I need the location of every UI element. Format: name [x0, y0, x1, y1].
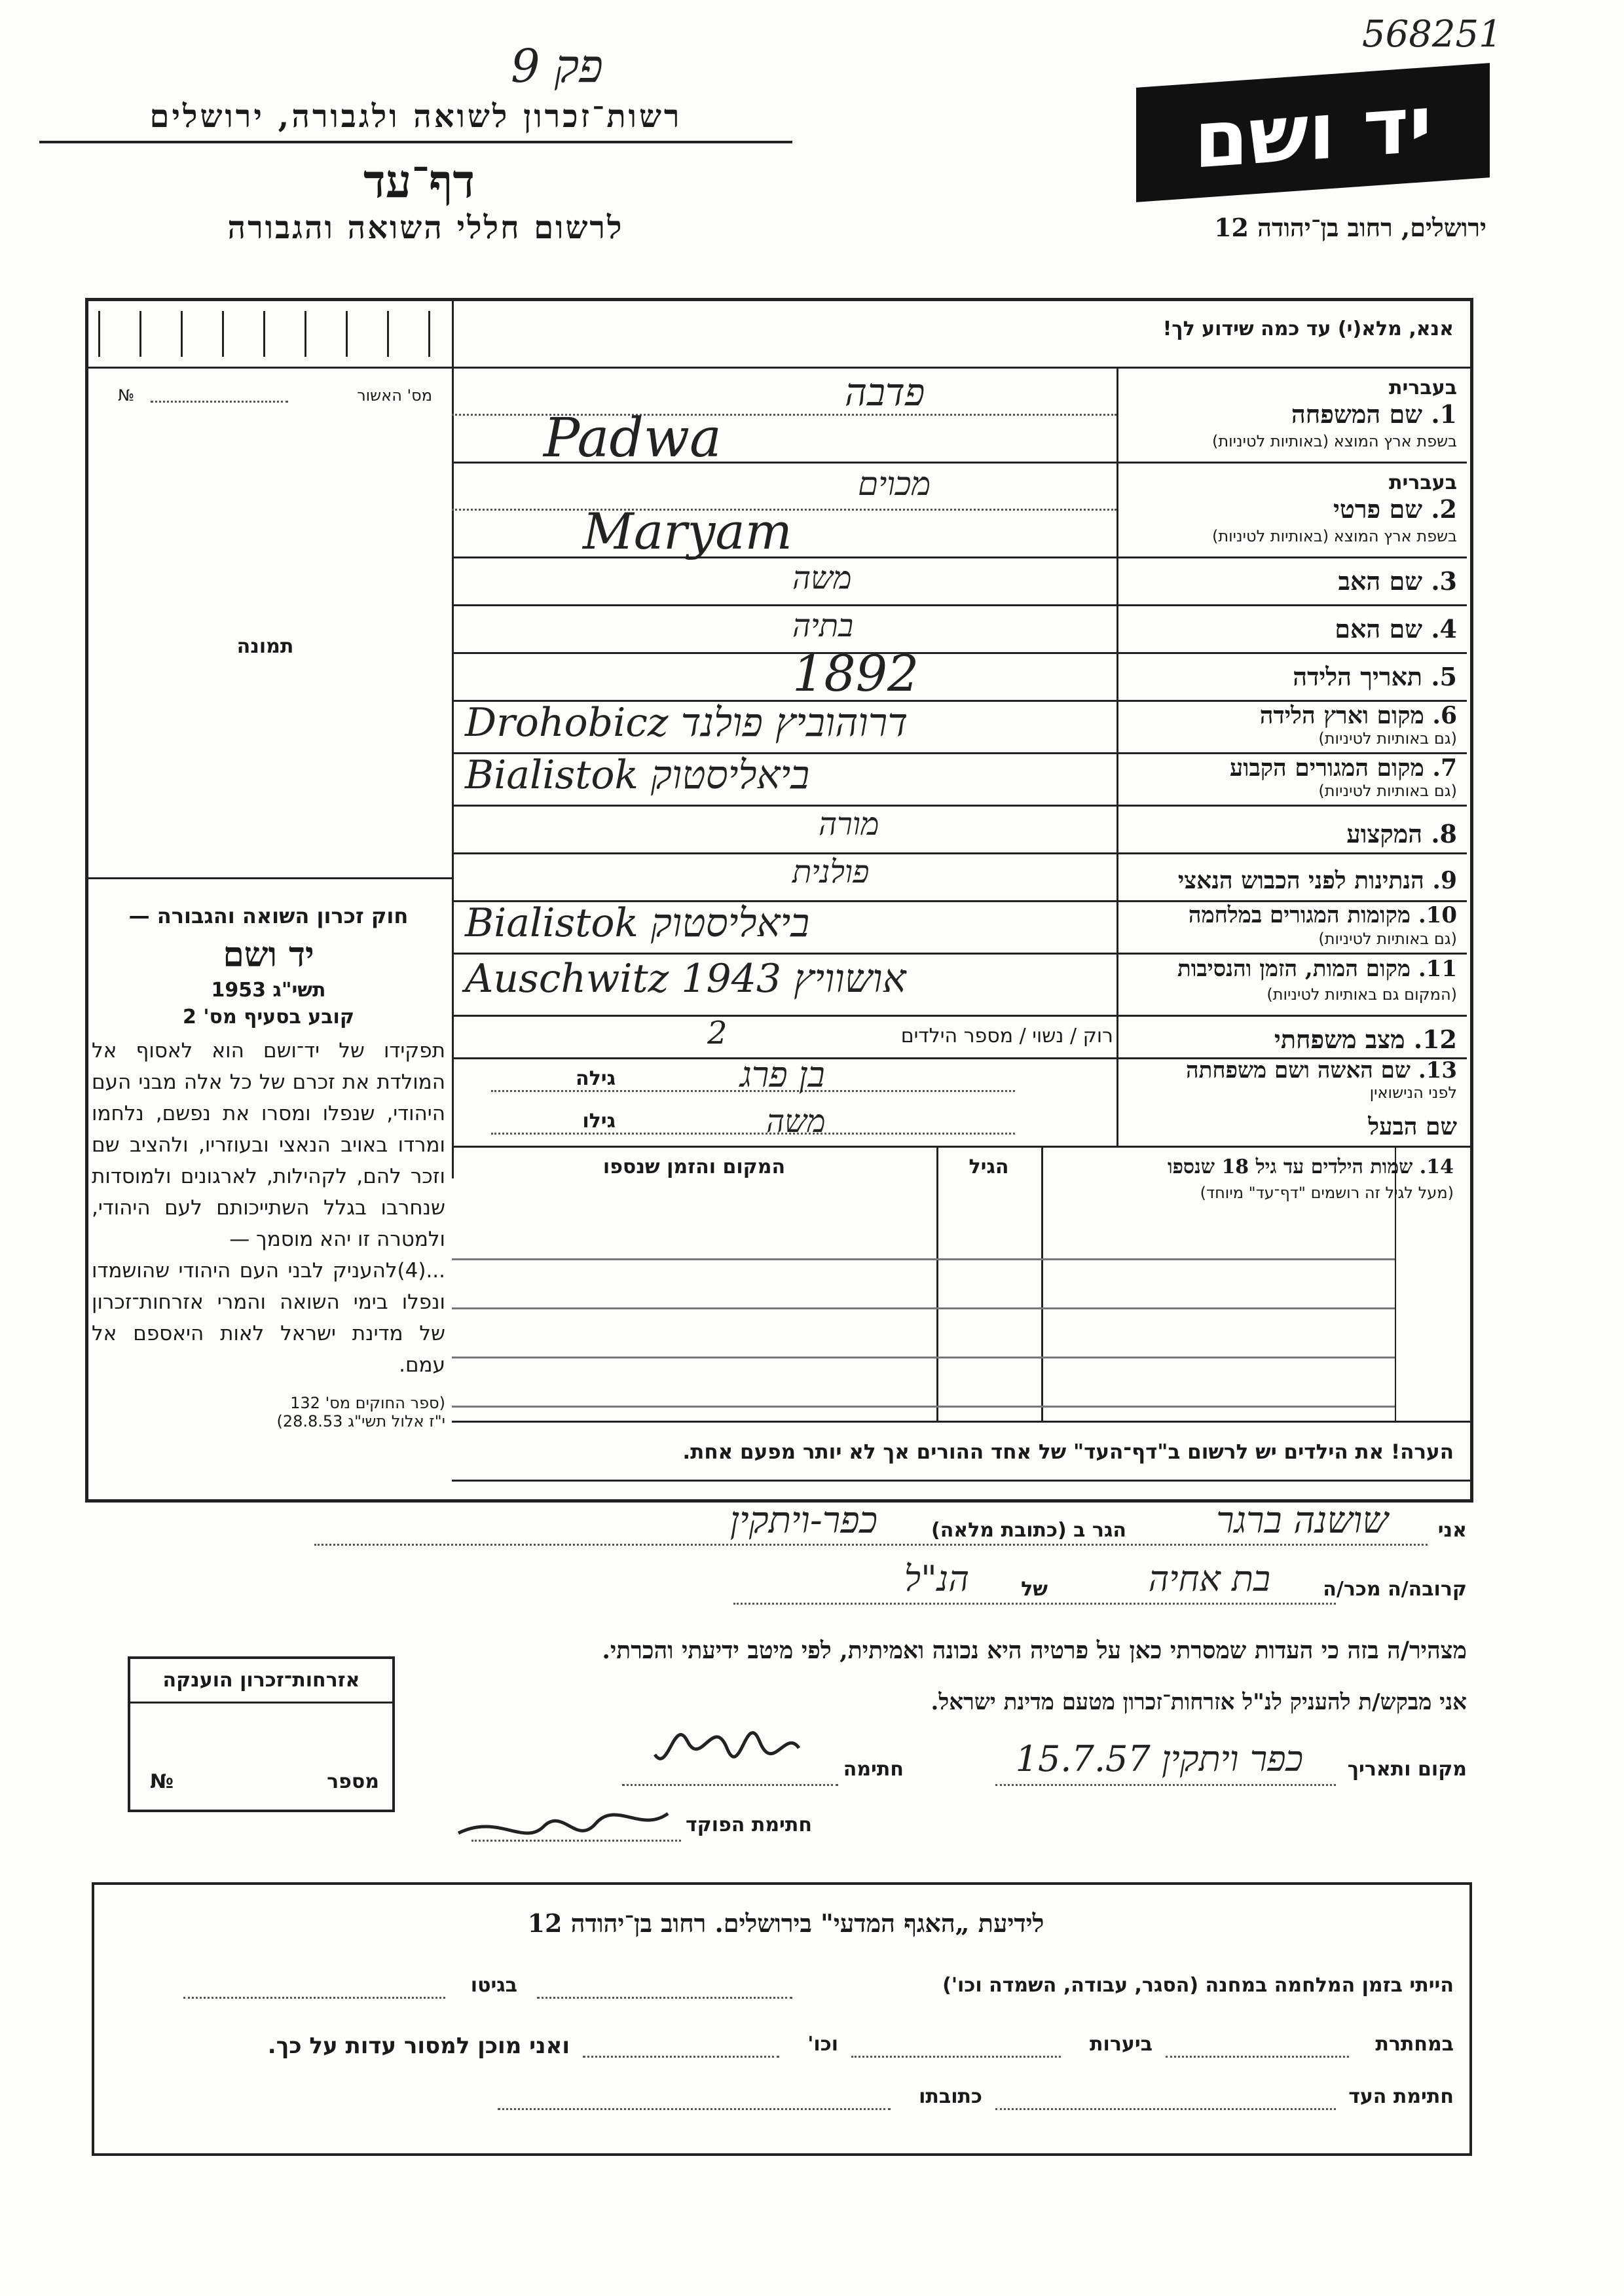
approval-line	[151, 401, 288, 403]
declaration-statement: מצהיר/ה בזה כי העדות שמסרתי כאן על פרטיה היא נכונה ואמיתית, לפי מיטב ידיעתי והכרתי.	[602, 1637, 1467, 1664]
field-row-war-residence	[452, 900, 1467, 955]
org-line: רשות־זכרון לשואה ולגבורה, ירושלים	[149, 98, 682, 135]
bottom-etc: וכו'	[807, 2033, 838, 2056]
field-row-husband	[452, 1103, 1467, 1146]
bottom-line-2	[105, 2026, 1454, 2066]
form-title: דף־עד	[363, 154, 475, 208]
law-name: יד ושם	[223, 935, 314, 975]
citizenship-box	[128, 1656, 395, 1812]
first-name-latin: Maryam	[583, 502, 792, 560]
field-sub-war-residence: (גם באותיות לטיניות)	[1318, 930, 1457, 948]
field-label-father: שם האב	[1338, 566, 1423, 596]
declaration-line-1	[314, 1499, 1467, 1552]
mother-value: בתיה	[792, 608, 854, 644]
field-row-nationality	[452, 852, 1467, 902]
field-num-1: 1.	[1431, 399, 1457, 429]
place-date-label: מקום ותאריך	[1347, 1758, 1467, 1781]
sub-hebrew-label-2: בעברית	[1389, 471, 1457, 494]
family-name-latin: Padwa	[544, 407, 722, 469]
field-num-11: 11.	[1418, 956, 1457, 982]
field-num-3: 3.	[1431, 566, 1457, 596]
officer-sig-label: חתימת הפוקד	[686, 1813, 812, 1836]
relative-label: קרובה/ה מכר/ה	[1323, 1578, 1467, 1601]
field-num-13: 13.	[1418, 1057, 1457, 1084]
resides-label: הגר ב (כתובת מלאה)	[931, 1519, 1126, 1542]
field-row-family-name	[452, 367, 1467, 469]
birth-place-value: Drohobicz דרוהוביץ פולנד	[465, 700, 908, 746]
i-label: אני	[1437, 1519, 1467, 1542]
birth-date-value: 1892	[792, 644, 919, 702]
relation-value: בת אחיה	[1148, 1558, 1270, 1599]
note-text: הערה! את הילדים יש לרשום ב"דף־העד" של אחד ההורים אך לא יותר מפעם אחת.	[682, 1440, 1454, 1464]
field-num-4: 4.	[1431, 614, 1457, 644]
approval-cells	[98, 311, 441, 357]
children-num: 14.	[1419, 1156, 1454, 1178]
family-name-hebrew: פדבה	[845, 370, 925, 414]
field-label-mother: שם האם	[1335, 614, 1423, 644]
witness-signature	[642, 1722, 812, 1787]
bottom-underground: במחתרת	[1375, 2033, 1454, 2056]
field-row-first-name	[452, 462, 1467, 558]
field-row-mother	[452, 604, 1467, 654]
bottom-address: כתובתו	[919, 2085, 982, 2108]
field-row-father	[452, 556, 1467, 606]
field-row-profession	[452, 805, 1467, 854]
bottom-forests: ביערות	[1090, 2033, 1153, 2056]
col-names: שמות הילדים עד גיל 18 שנספו	[1167, 1156, 1413, 1178]
law-ref: (ספר החוקים מס' 132	[290, 1394, 445, 1412]
profession-value: מורה	[819, 806, 879, 843]
field-num-2: 2.	[1431, 494, 1457, 524]
field-row-residence	[452, 752, 1467, 807]
field-label-profession: המקצוע	[1346, 819, 1423, 848]
citizenship-title: אזרחות־זכרון הוענקה	[130, 1669, 392, 1704]
approval-label: מס' האשור	[357, 386, 432, 405]
marital-options: רוק / נשוי / מספר הילדים	[900, 1025, 1113, 1048]
field-label-birth-place: מקום וארץ הלידה	[1259, 702, 1424, 729]
citizenship-no: №	[150, 1770, 174, 1793]
field-sub-wife: לפני הנישואין	[1369, 1084, 1457, 1102]
officer-line	[471, 1794, 812, 1853]
instruction-text: אנא, מלא(י) עד כמה שידוע לך!	[1162, 318, 1454, 340]
declaration-line-3	[471, 1722, 1467, 1794]
field-label-birth-date: תאריך הלידה	[1293, 662, 1423, 691]
signature-label: חתימה	[843, 1758, 904, 1781]
law-body-2: ...(4)להעניק לבני העם היהודי שהושמדו ונפלו בימי השואה והמרי אזרחות־זכרון של מדינת ישראל לאות היאספם אל עמם.	[92, 1259, 445, 1377]
witness-name: שושנה ברגר	[1216, 1499, 1388, 1542]
wife-value: בן פרג	[740, 1054, 825, 1095]
bottom-camp-text: הייתי בזמן המלחמה במחנה (הסגר, עבודה, השמדה וכו')	[942, 1974, 1454, 1997]
field-rows	[452, 367, 1467, 1146]
law-year: 1953	[211, 979, 266, 1002]
war-residence-value: Bialistok ביאליסטוק	[465, 900, 810, 946]
field-num-8: 8.	[1431, 819, 1457, 848]
field-sub-family-name: בשפת ארץ המוצא (באותיות לטיניות)	[1212, 432, 1457, 450]
of-name: הנ"ל	[904, 1558, 969, 1599]
husband-age-label: גילו	[582, 1110, 616, 1133]
bottom-line-3	[105, 2079, 1454, 2118]
ref-handwritten: פק 9	[511, 39, 603, 93]
field-label-family-name: שם המשפחה	[1291, 399, 1423, 429]
father-value: משה	[792, 560, 852, 596]
field-row-wife	[452, 1054, 1467, 1103]
children-table-bottom	[452, 1421, 1470, 1423]
first-name-hebrew: מכוים	[858, 465, 931, 503]
note-bottom-line	[452, 1480, 1470, 1482]
field-sub-residence: (גם באותיות לטיניות)	[1318, 782, 1457, 800]
declaration-request: אני מבקש/ת להעניק לנ"ל אזרחות־זכרון מטעם מדינת ישראל.	[931, 1689, 1467, 1715]
field-label-husband: שם הבעל	[1368, 1113, 1457, 1140]
of-label: של	[1021, 1578, 1048, 1601]
form-subtitle: לרשום חללי השואה והגבורה	[227, 210, 624, 246]
field-num-6: 6.	[1432, 702, 1457, 729]
nationality-value: פולנית	[792, 854, 870, 890]
field-label-death: מקום המות, הזמן והנסיבות	[1177, 956, 1411, 982]
field-sub-birth-place: (גם באותיות לטיניות)	[1318, 729, 1457, 748]
field-num-7: 7.	[1432, 754, 1457, 782]
field-num-9: 9.	[1432, 867, 1457, 894]
witness-address: כפר-ויתקין	[729, 1499, 877, 1542]
death-value: Auschwitz 1943 אושוויץ	[465, 956, 906, 1002]
address: ירושלים, רחוב בן־יהודה 12	[1214, 213, 1486, 242]
bottom-ghetto: בגיטו	[470, 1974, 517, 1997]
sub-hebrew-label: בעברית	[1389, 376, 1457, 399]
field-row-marital	[452, 1015, 1467, 1059]
place-date-value: כפר ויתקין 15.7.57	[1015, 1738, 1303, 1779]
law-box	[92, 903, 445, 1430]
law-year-heb: תשי"ג	[272, 979, 326, 1002]
field-row-death	[452, 953, 1467, 1017]
field-label-first-name: שם פרטי	[1333, 494, 1423, 524]
bottom-line-1	[105, 1967, 1454, 2007]
stamp-number: 568251	[1362, 13, 1502, 56]
law-title: חוק זכרון השואה והגבורה —	[128, 903, 409, 928]
field-num-12: 12.	[1413, 1025, 1457, 1054]
law-clause: קובע בסעיף מס' 2	[183, 1006, 354, 1029]
children-count: 2	[707, 1015, 728, 1051]
col-age: הגיל	[969, 1156, 1009, 1178]
photo-label: תמונה	[236, 635, 294, 658]
yad-vashem-logo: יד ושם	[1136, 63, 1490, 202]
field-row-birth-place	[452, 700, 1467, 754]
wife-age-label: גילה	[576, 1067, 616, 1090]
field-label-war-residence: מקומות המגורים במלחמה	[1188, 902, 1411, 928]
bottom-ready: ואני מוכן למסור עדות על כך.	[267, 2033, 570, 2059]
citizenship-number-label: מספר	[327, 1770, 379, 1793]
officer-signature	[445, 1794, 681, 1846]
field-sub-death: (המקום גם באותיות לטיניות)	[1266, 985, 1457, 1004]
bottom-title: לידיעת „האגף המדעי" בירושלים. רחוב בן־יהודה 12	[527, 1908, 1044, 1938]
bottom-witness-sig: חתימת העד	[1348, 2085, 1454, 2108]
field-num-5: 5.	[1431, 662, 1457, 691]
field-label-nationality: הנתינות לפני הכבוש הנאצי	[1177, 867, 1424, 894]
field-row-birth-date	[452, 644, 1467, 702]
field-num-10: 10.	[1418, 902, 1457, 928]
field-sub-first-name: בשפת ארץ המוצא (באותיות לטיניות)	[1212, 527, 1457, 545]
residence-value: Bialistok ביאליסטוק	[465, 752, 810, 798]
approval-no: №	[118, 386, 134, 405]
org-underline	[39, 141, 792, 143]
field-label-residence: מקום המגורים הקבוע	[1229, 754, 1424, 782]
field-label-marital: מצב משפחתי	[1274, 1025, 1405, 1054]
law-body: תפקידו של יד־ושם הוא לאסוף אל המולדת את זכרם של כל אלה מבני העם היהודי, שנפלו ומסרו את נפשם, נלחמו ומרדו באויב הנאצי ובעוזריו, ולהציב שם וזכר להם, לקהילות, לארגונים ולמוסדות שנחרבו בגלל השתייכותם לעם היהודי, ולמטרה זו יהא מוסמך —	[92, 1039, 445, 1251]
declaration-line-2	[720, 1558, 1467, 1611]
field-label-wife: שם האשה ושם משפחתה	[1186, 1057, 1411, 1084]
photo-bottom-line	[85, 877, 452, 879]
husband-value: משה	[766, 1103, 826, 1140]
col-names-sub: (מעל לגיל זה רושמים "דף־עד" מיוחד)	[1200, 1184, 1454, 1202]
law-ref-date: י"ז אלול תשי"ג 28.8.53)	[276, 1412, 445, 1430]
children-table	[452, 1146, 1467, 1421]
col-place: המקום והזמן שנספו	[602, 1156, 786, 1178]
